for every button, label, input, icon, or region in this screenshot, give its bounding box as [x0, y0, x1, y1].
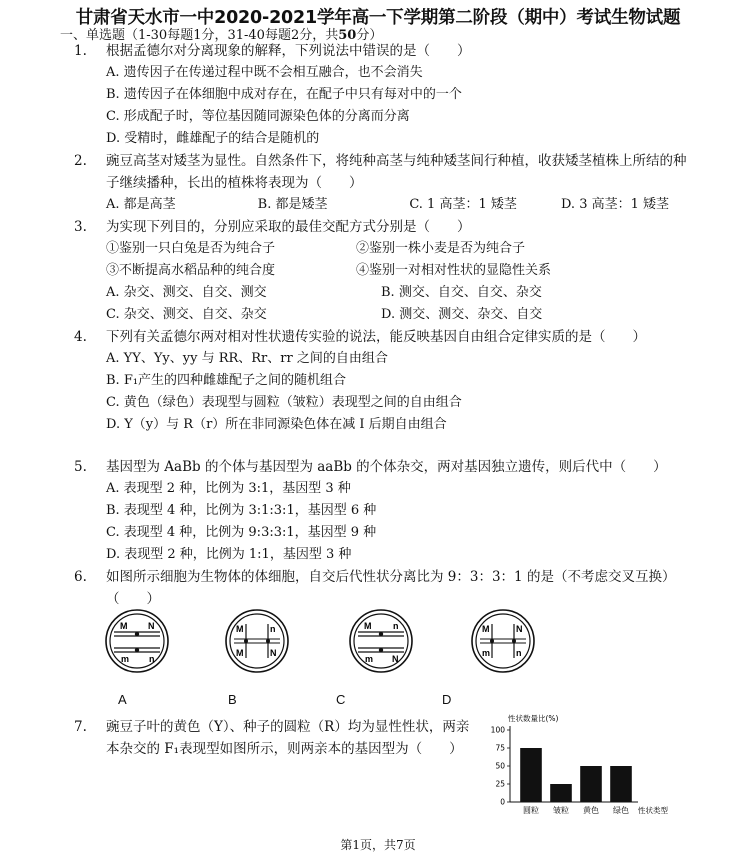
option-b: B. F₁产生的四种雌雄配子之间的随机组合 — [106, 373, 347, 388]
cell-diagrams — [104, 608, 524, 707]
option-d: D. 受精时，雌雄配子的结合是随机的 — [106, 131, 320, 146]
y-tick-label: 50 — [495, 761, 505, 771]
svg-text:M: M — [236, 648, 244, 658]
option-b: B. 都是矮茎 — [257, 197, 328, 212]
question-number: 3. — [74, 219, 87, 235]
question-stem: 为实现下列目的，分别应采取的最佳交配方式分别是（ ） — [106, 219, 471, 235]
question-4 — [74, 326, 694, 436]
svg-text:N: N — [516, 624, 523, 634]
cell-diagram-c — [348, 608, 414, 674]
x-tick-label: 绿色 — [613, 806, 629, 815]
option-a: A. 遗传因子在传递过程中既不会相互融合，也不会消失 — [106, 65, 423, 80]
chart-ylabel: 性状数量比(%) — [508, 714, 559, 723]
question-3 — [74, 216, 694, 326]
item-4: ④鉴别一对相对性状的显隐性关系 — [356, 263, 552, 278]
question-number: 6. — [74, 569, 87, 585]
question-number: 1. — [74, 43, 87, 59]
bar — [610, 766, 632, 802]
option-b: B. 测交、自交、自交、杂交 — [381, 285, 542, 300]
option-d: D. 表现型 2 种，比例为 1:1，基因型 3 种 — [106, 547, 352, 562]
option-c: C. 形成配子时，等位基因随同源染色体的分离而分离 — [106, 109, 410, 124]
question-number: 7. — [74, 719, 87, 735]
question-stem: 根据孟德尔对分离现象的解释，下列说法中错误的是（ ） — [106, 43, 471, 59]
bar — [550, 784, 572, 802]
option-a: A. 杂交、测交、自交、测交 — [106, 285, 267, 300]
page-title: 甘肃省天水市一中2020-2021学年高一下学期第二阶段（期中）考试生物试题 — [75, 8, 681, 28]
trait-ratio-chart — [478, 712, 688, 822]
option-c: C. 黄色（绿色）表现型与圆粒（皱粒）表现型之间的自由组合 — [106, 395, 462, 410]
cell-diagram-a — [104, 608, 170, 674]
option-a: A. 表现型 2 种，比例为 3:1，基因型 3 种 — [106, 481, 351, 496]
y-tick-label: 100 — [490, 725, 505, 735]
y-tick-label: 0 — [500, 797, 505, 807]
svg-text:M: M — [120, 621, 128, 631]
question-stem: 基因型为 AaBb 的个体与基因型为 aaBb 的个体杂交，两对基因独立遗传，则后代中（ ） — [106, 459, 667, 475]
option-row — [106, 194, 696, 216]
item-2: ②鉴别一株小麦是否为纯合子 — [356, 241, 526, 256]
page-footer: 第1页，共7页 — [340, 838, 416, 852]
option-d: D. 测交、测交、杂交、自交 — [381, 307, 543, 322]
x-tick-label: 黄色 — [583, 806, 599, 815]
svg-text:n: n — [270, 624, 276, 634]
option-d: D. Y（y）与 R（r）所在非同源染色体在减 I 后期自由组合 — [106, 417, 447, 432]
svg-text:n: n — [393, 621, 399, 631]
section-prefix: 一、单选题（1-30每题1分，31-40每题2分，共 — [60, 28, 339, 43]
bar — [520, 748, 542, 802]
question-5 — [74, 456, 694, 566]
option-c: C. 表现型 4 种，比例为 9:3:3:1，基因型 9 种 — [106, 525, 377, 540]
bar — [580, 766, 602, 802]
cell-label-c: C — [336, 692, 346, 707]
option-d: D. 3 高茎：1 矮茎 — [560, 197, 669, 212]
option-a: A. YY、Yy、yy 与 RR、Rr、rr 之间的自由组合 — [106, 351, 388, 366]
item-row — [106, 260, 694, 282]
svg-text:N: N — [392, 654, 399, 664]
question-stem: 下列有关孟德尔两对相对性状遗传实验的说法，能反映基因自由组合定律实质的是（ ） — [106, 329, 646, 345]
question-stem: 豌豆高茎对矮茎为显性。自然条件下，将纯种高茎与纯种矮茎间行种植，收获矮茎植株上所结的种子继续播种，长出的植株将表现为（ ） — [106, 153, 687, 191]
section-suffix: 分） — [356, 28, 383, 43]
svg-text:M: M — [482, 624, 490, 634]
option-c: C. 1 高茎：1 矮茎 — [409, 197, 517, 212]
question-number: 4. — [74, 329, 87, 345]
svg-text:m: m — [121, 654, 130, 664]
cell-diagram-b — [224, 608, 290, 674]
svg-text:M: M — [236, 624, 244, 634]
cell-label-a: A — [118, 692, 127, 707]
cell-label-b: B — [228, 692, 237, 707]
svg-text:n: n — [149, 654, 155, 664]
question-number: 5. — [74, 459, 87, 475]
svg-text:m: m — [482, 648, 491, 658]
question-number: 2. — [74, 153, 87, 169]
option-a: A. 都是高茎 — [106, 197, 176, 212]
item-1: ①鉴别一只白兔是否为纯合子 — [106, 241, 276, 256]
svg-text:N: N — [270, 648, 277, 658]
x-tick-label: 皱粒 — [553, 806, 569, 815]
cell-diagram-d — [470, 608, 536, 674]
question-1 — [74, 40, 694, 150]
option-c: C. 杂交、测交、自交、杂交 — [106, 307, 267, 322]
y-tick-label: 25 — [495, 779, 505, 789]
option-b: B. 表现型 4 种，比例为 3:1:3:1，基因型 6 种 — [106, 503, 377, 518]
svg-text:M: M — [364, 621, 372, 631]
y-tick-label: 75 — [495, 743, 505, 753]
option-row — [106, 282, 694, 304]
question-6 — [74, 566, 694, 610]
option-b: B. 遗传因子在体细胞中成对存在，在配子中只有每对中的一个 — [106, 87, 462, 102]
question-7 — [74, 716, 474, 760]
svg-text:N: N — [148, 621, 155, 631]
item-3: ③不断提高水稻品种的纯合度 — [106, 263, 276, 278]
cell-label-d: D — [442, 692, 452, 707]
section-score: 50 — [338, 28, 357, 43]
option-row — [106, 304, 694, 326]
x-tick-label: 圆粒 — [523, 806, 539, 815]
question-2 — [74, 150, 694, 216]
question-stem: 如图所示细胞为生物体的体细胞，自交后代性状分离比为 9：3：3：1 的是（不考虑交叉互换）（ ） — [106, 569, 676, 607]
chart-xlabel: 性状类型 — [638, 806, 668, 815]
svg-text:n: n — [516, 648, 522, 658]
item-row — [106, 238, 694, 260]
svg-text:m: m — [365, 654, 374, 664]
question-stem: 豌豆子叶的黄色（Y）、种子的圆粒（R）均为显性性状，两亲本杂交的 F₁表现型如图所示，则两亲本的基因型为（ ） — [106, 719, 470, 757]
